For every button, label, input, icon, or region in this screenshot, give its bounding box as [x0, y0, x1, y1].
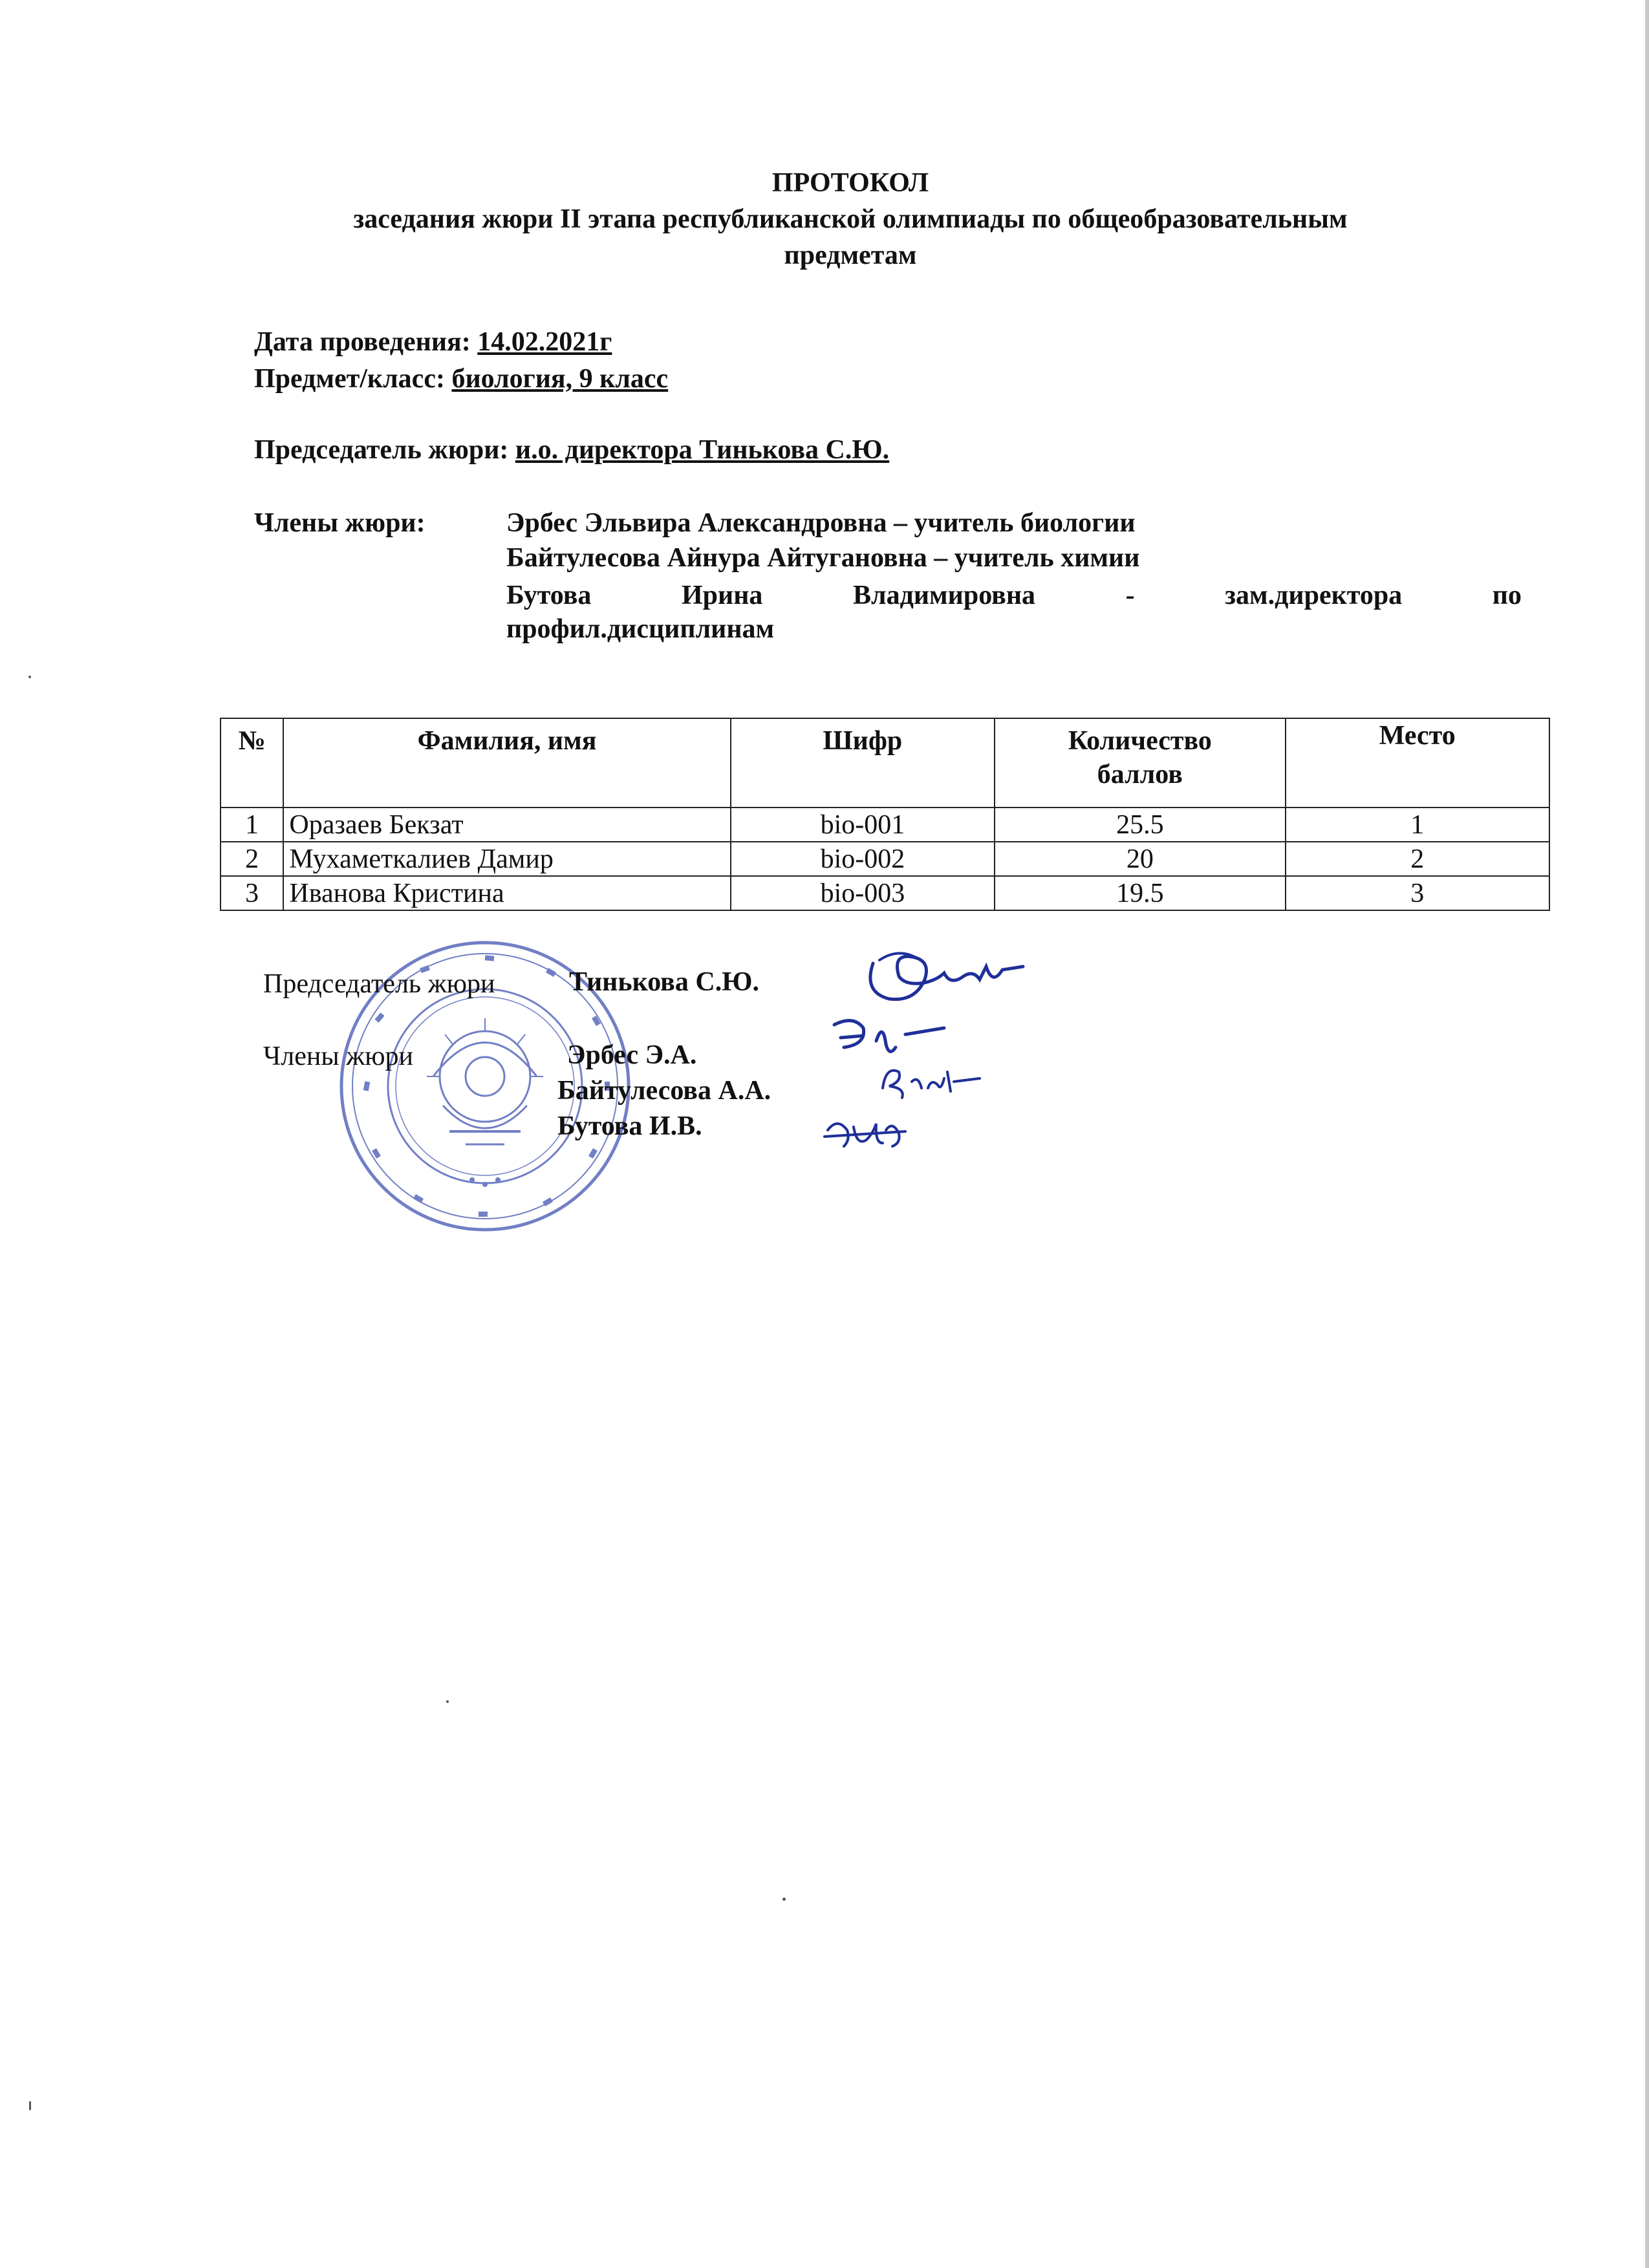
member2-signature-icon	[873, 1059, 989, 1104]
header-code: Шифр	[731, 718, 995, 808]
table-header-row	[221, 718, 1549, 808]
chair-signature-icon	[854, 941, 1028, 1012]
member3-signature-icon	[818, 1111, 915, 1156]
chair-value: и.о. директора Тинькова С.Ю.	[515, 435, 890, 465]
sign-member-name: Байтулесова А.А.	[557, 1076, 771, 1106]
cell-score: 25.5	[995, 808, 1285, 842]
subject-line	[254, 363, 668, 394]
document-header	[213, 165, 1487, 273]
cell-num: 1	[221, 808, 283, 842]
member-line-3-cont: профил.дисциплинам	[506, 614, 775, 644]
cell-score: 19.5	[995, 876, 1285, 910]
subject-label: Предмет/класс:	[254, 364, 445, 394]
sign-member-name: Эрбес Э.А.	[567, 1040, 697, 1070]
results-table	[220, 718, 1550, 911]
cell-num: 2	[221, 842, 283, 876]
member3-word: Ирина	[682, 581, 763, 610]
sign-chair-name: Тинькова С.Ю.	[569, 967, 759, 997]
member-line-1: Эрбес Эльвира Александровна – учитель биологии	[506, 508, 1136, 538]
header-num: №	[221, 718, 283, 808]
subject-value: биология, 9 класс	[451, 364, 669, 394]
scan-speck	[29, 2101, 31, 2110]
cell-code: bio-002	[731, 842, 995, 876]
scan-speck	[782, 1898, 786, 1901]
header-score-line2: баллов	[1097, 760, 1183, 789]
chair-label: Председатель жюри:	[254, 435, 509, 465]
table-row	[221, 808, 1549, 842]
date-label: Дата проведения:	[254, 327, 471, 357]
header-score	[995, 718, 1285, 808]
sign-chair-label: Председатель жюри	[263, 969, 495, 999]
chair-line	[254, 434, 889, 465]
date-line	[254, 326, 612, 358]
document-subtitle-line2: предметам	[784, 241, 917, 270]
cell-code: bio-003	[731, 876, 995, 910]
cell-place: 1	[1286, 808, 1549, 842]
document-subtitle-line1: заседания жюри II этапа республиканской олимпиады по общеобразовательным	[353, 204, 1348, 234]
table-row	[221, 876, 1549, 910]
members-label: Члены жюри:	[254, 508, 426, 538]
cell-place: 2	[1286, 842, 1549, 876]
cell-code: bio-001	[731, 808, 995, 842]
member3-word: Бутова	[506, 581, 592, 610]
document-title: ПРОТОКОЛ	[771, 168, 929, 198]
header-name: Фамилия, имя	[283, 718, 730, 808]
member3-word: зам.директора	[1225, 581, 1403, 610]
header-place: Место	[1286, 718, 1549, 808]
cell-name: Мухаметкалиев Дамир	[283, 842, 730, 876]
member3-word: Владимировна	[853, 581, 1036, 610]
table-row	[221, 842, 1549, 876]
header-score-line1: Количество	[1068, 726, 1212, 756]
date-value: 14.02.2021г	[477, 327, 612, 357]
sign-members-label: Члены жюри	[263, 1042, 413, 1071]
sign-member-name: Бутова И.В.	[557, 1111, 702, 1141]
scan-page-edge	[1645, 0, 1649, 2268]
cell-name: Оразаев Бекзат	[283, 808, 730, 842]
cell-place: 3	[1286, 876, 1549, 910]
member-line-2: Байтулесова Айнура Айтугановна – учитель химии	[506, 543, 1140, 573]
cell-num: 3	[221, 876, 283, 910]
cell-score: 20	[995, 842, 1285, 876]
scan-speck	[446, 1700, 449, 1703]
scan-speck	[28, 676, 31, 678]
member-line-3	[506, 577, 1522, 614]
member3-word: -	[1125, 581, 1135, 610]
cell-name: Иванова Кристина	[283, 876, 730, 910]
member3-word: по	[1492, 581, 1522, 610]
